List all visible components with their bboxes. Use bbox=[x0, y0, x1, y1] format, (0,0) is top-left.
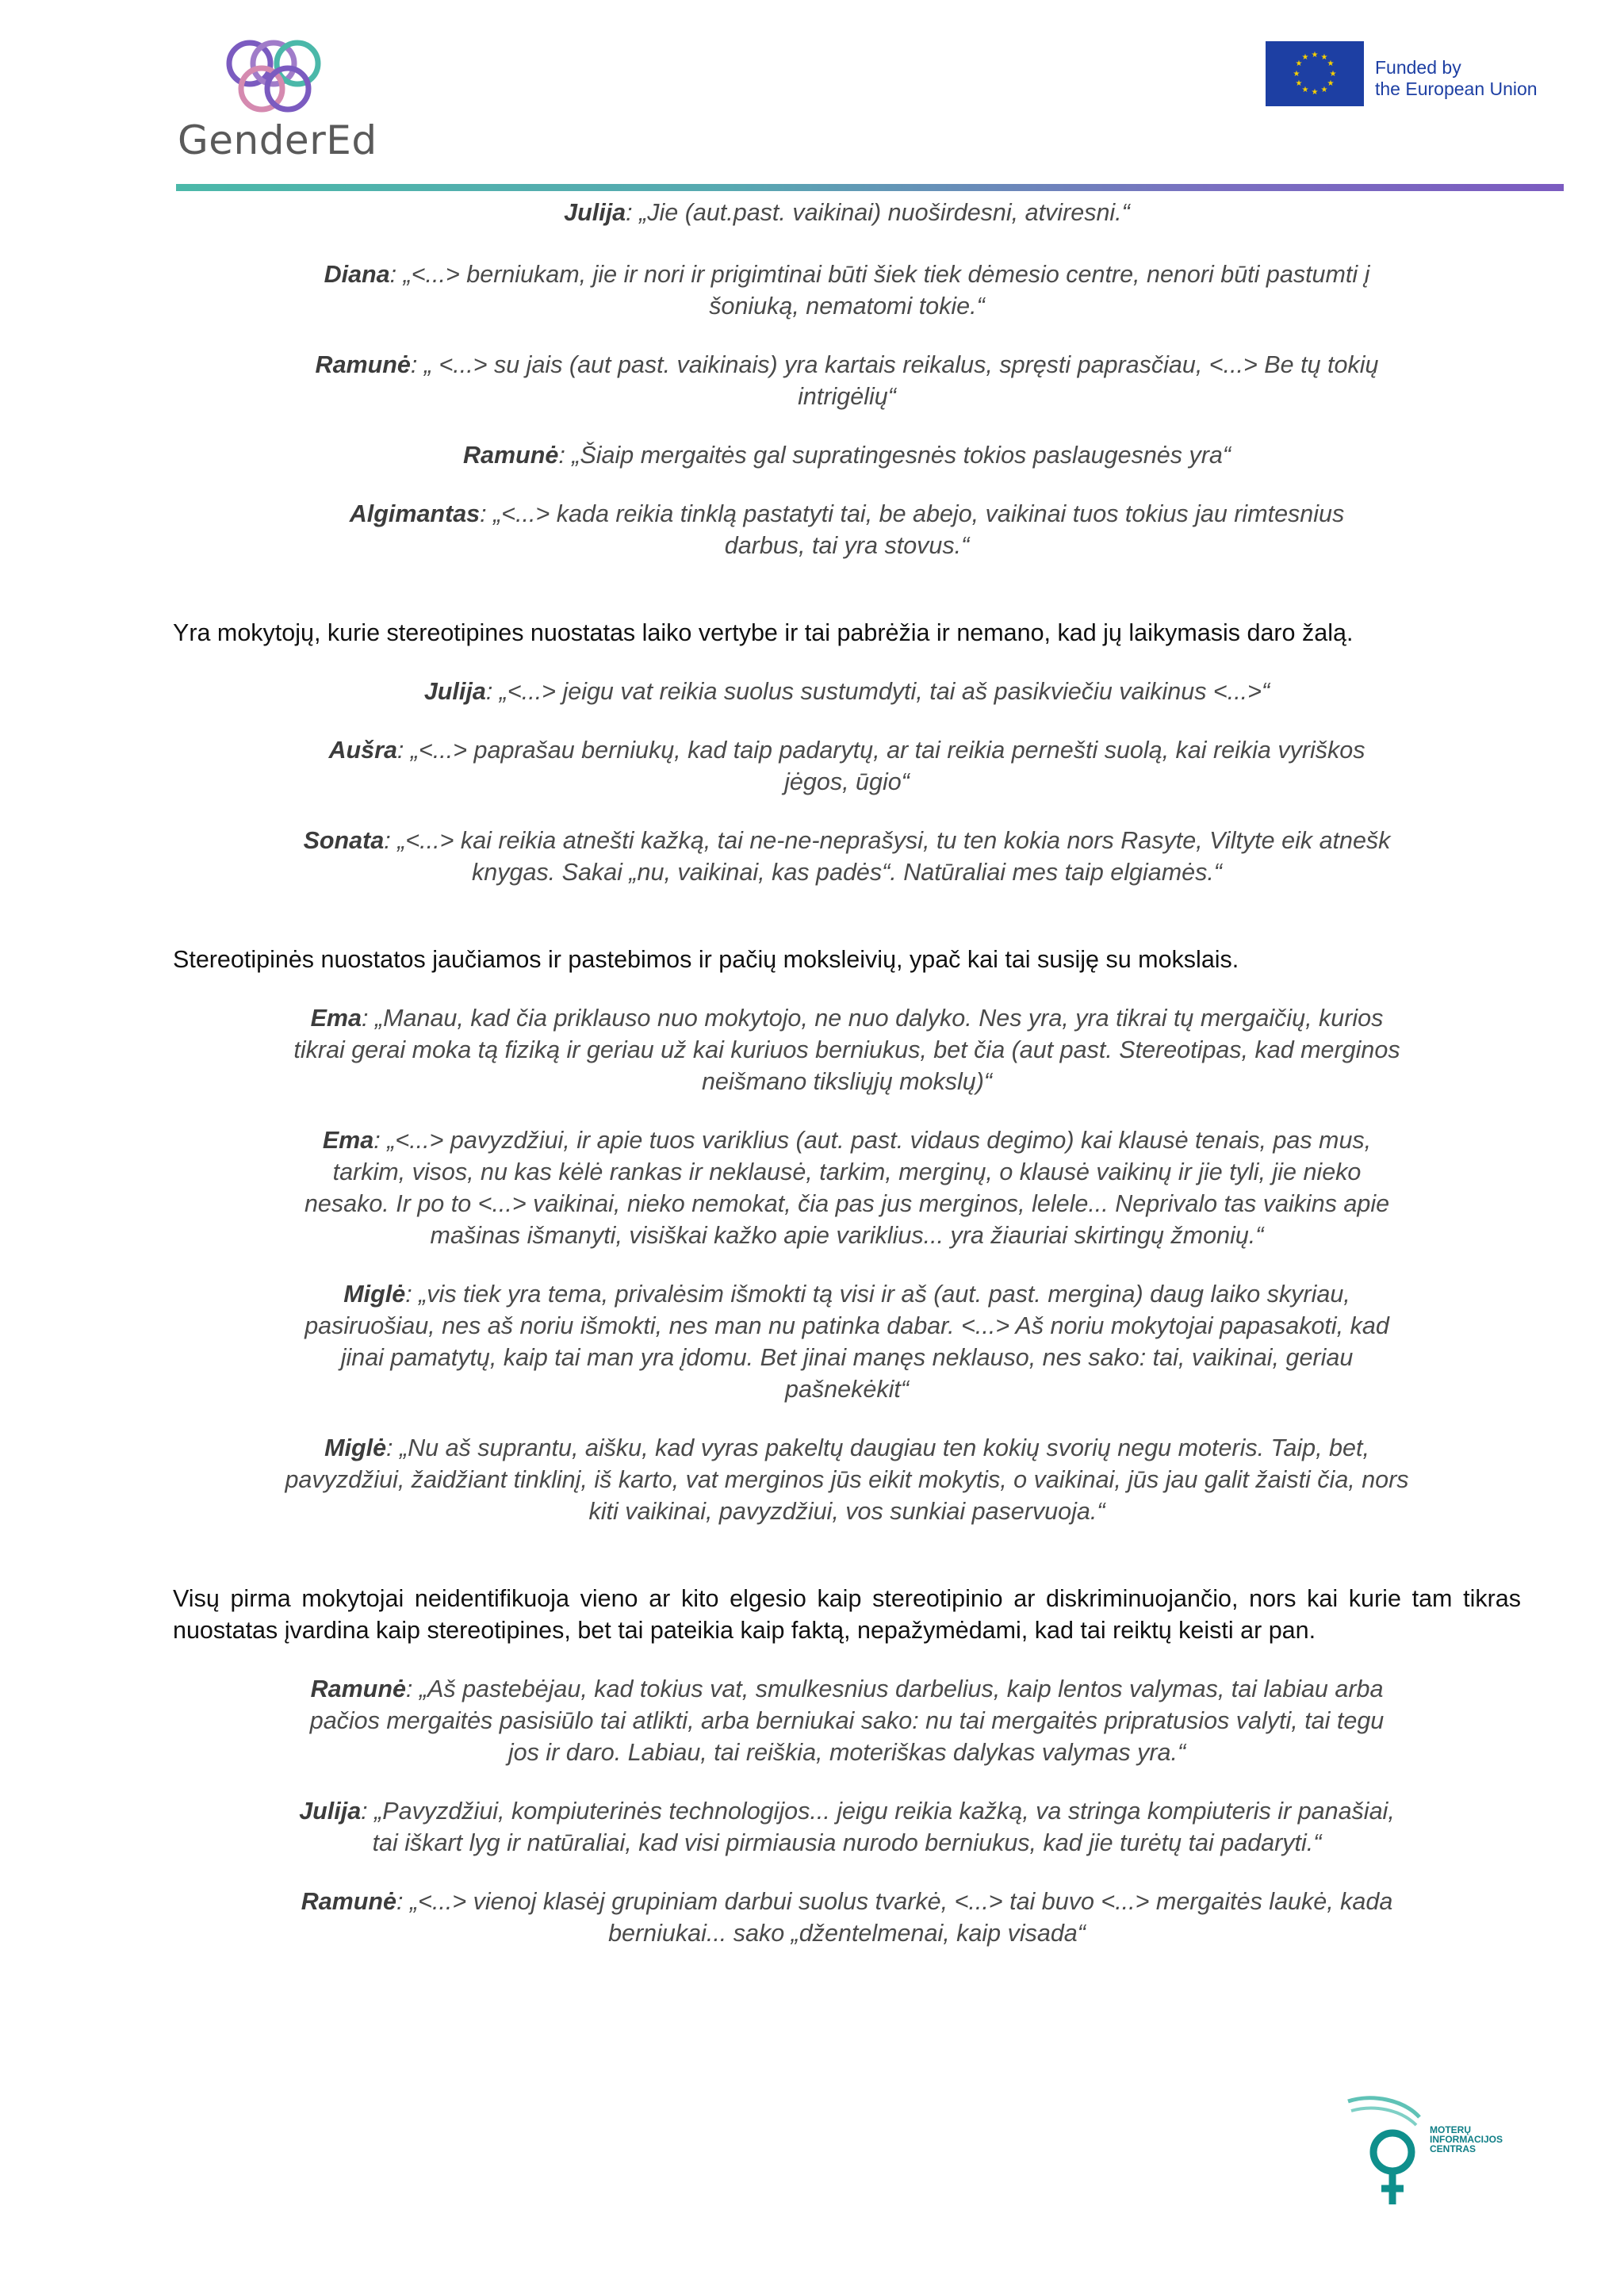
quote-text: : „Aš pastebėjau, kad tokius vat, smulkesnius darbelius, kaip lentos valymas, tai labiau arba pačios mergaitės pasisiūlo tai atlikti, arba berniukai sako: nu tai mergaitės pripratusios valyti, tai tegu jos ir daro. Labiau, tai reiškia, moteriškas dalykas valymas yra.“ bbox=[309, 1676, 1385, 1766]
quote-speaker: Ramunė bbox=[462, 442, 559, 469]
eu-funding-logo bbox=[1266, 41, 1567, 109]
quote-speaker: Julija bbox=[564, 199, 626, 226]
quote-speaker: Miglė bbox=[324, 1434, 387, 1461]
quote bbox=[331, 498, 1362, 561]
female-symbol-icon bbox=[1340, 2093, 1429, 2212]
quote bbox=[284, 349, 1410, 412]
quote-speaker: Ema bbox=[310, 1005, 362, 1032]
svg-text:★: ★ bbox=[1311, 51, 1319, 59]
quote-text: : „ <...> su jais (aut past. vaikinais) yra kartais reikalus, spręsti paprasčiau, <...> Be tų tokių intrigėlių“ bbox=[410, 351, 1379, 410]
eu-flag-icon bbox=[1266, 41, 1364, 106]
quote-text: : „vis tiek yra tema, privalėsim išmokti tą visi ir aš (aut. past. mergina) daug laiko skyriau, pasiruošiau, nes aš noriu išmokti, nes man nu patinka dabar. <...> Aš noriu mokytojai papasakoti, kad jinai pamatytų, kaip tai man yra įdomu. Bet jinai manęs neklauso, nes sako: tai, vaikinai, geriau pašnekėkit“ bbox=[304, 1281, 1389, 1403]
quote-speaker: Julija bbox=[423, 678, 486, 705]
org-name-line2: INFORMACIJOS bbox=[1430, 2134, 1503, 2145]
svg-text:★: ★ bbox=[1329, 70, 1337, 79]
quote-speaker: Miglė bbox=[343, 1281, 406, 1308]
quote bbox=[331, 439, 1362, 471]
svg-text:★: ★ bbox=[1293, 70, 1300, 79]
quote-text: : „<...> berniukam, jie ir nori ir prigimtinai būti šiek tiek dėmesio centre, nenori būti pastumti į šoniuką, nematomi tokie.“ bbox=[389, 261, 1370, 320]
svg-text:★: ★ bbox=[1320, 86, 1328, 94]
svg-text:★: ★ bbox=[1311, 88, 1319, 97]
svg-text:★: ★ bbox=[1327, 79, 1335, 88]
quote bbox=[308, 259, 1386, 322]
quote-speaker: Ramunė bbox=[301, 1888, 397, 1915]
quote-text: : „<...> jeigu vat reikia suolus sustumdyti, tai aš pasikviečiu vaikinus <...>“ bbox=[485, 678, 1270, 705]
quote-speaker: Ema bbox=[322, 1127, 374, 1154]
quote bbox=[292, 1124, 1402, 1251]
quote bbox=[284, 1432, 1410, 1527]
quote-text: : „Pavyzdžiui, kompiuterinės technologijos... jeigu reikia kažką, va stringa kompiuteris ir panašiai, tai iškart lyg ir natūraliai, kad visi pirmiausia nurodo berniukus, kad jie turėtų tai padaryti.“ bbox=[361, 1798, 1395, 1856]
quote-text: : „<...> pavyzdžiui, ir apie tuos variklius (aut. past. vidaus degimo) kai klausė tenais, pas mus, tarkim, visos, nu kas kėlė rankas ir neklausė, tarkim, merginų, o klausė vaikinų ir jie tyli, jie nieko nesako. Ir po to <...> vaikinai, nieko nemokat, čia pas jus merginos, lelele... Neprivalo tas vaikins apie mašinas išmanyti, visiškai kažko apie variklius... yra žiauriai skirtingų žmonių.“ bbox=[304, 1127, 1390, 1249]
quote-speaker: Algimantas bbox=[349, 500, 481, 527]
svg-text:★: ★ bbox=[1327, 59, 1335, 68]
svg-text:★: ★ bbox=[1301, 53, 1309, 62]
quote-text: : „Šiaip mergaitės gal supratingesnės tokios paslaugesnės yra“ bbox=[558, 442, 1231, 469]
quote bbox=[292, 1002, 1402, 1097]
eu-text-line1: Funded by bbox=[1375, 57, 1461, 78]
quote-text: : „<...> vienoj klasėj grupiniam darbui suolus tvarkė, <...> tai buvo <...> mergaitės laukė, kada berniukai... sako „džentelmenai, kaip visada“ bbox=[396, 1888, 1393, 1947]
quote bbox=[308, 734, 1386, 798]
quote-speaker: Sonata bbox=[303, 827, 385, 854]
body-paragraph: Yra mokytojų, kurie stereotipines nuostatas laiko vertybe ir tai pabrėžia ir nemano, kad jų laikymasis daro žalą. bbox=[173, 619, 1354, 646]
quote-text: : „<...> paprašau berniukų, kad taip padarytų, ar tai reikia pernešti suolą, kai reikia vyriškos jėgos, ūgio“ bbox=[396, 737, 1365, 795]
quote-text: : „Manau, kad čia priklauso nuo mokytojo, ne nuo dalyko. Nes yra, yra tikrai tų mergaičių, kurios tikrai gerai moka tą fiziką ir geriau už kai kuriuos berniukus, bet čia (aut past. Stereotipas, kad merginos neišmano tiksliųjų mokslų)“ bbox=[293, 1005, 1400, 1095]
quote bbox=[292, 1886, 1402, 1949]
svg-text:★: ★ bbox=[1320, 53, 1328, 62]
quote-text: : „<...> kada reikia tinklą pastatyti tai, be abejo, vaikinai tuos tokius jau rimtesnius darbus, tai yra stovus.“ bbox=[480, 500, 1345, 559]
svg-text:★: ★ bbox=[1295, 79, 1303, 88]
quote-speaker: Ramunė bbox=[315, 351, 411, 378]
quote bbox=[288, 1278, 1406, 1405]
quote bbox=[300, 676, 1394, 707]
body-paragraph: Stereotipinės nuostatos jaučiamos ir pastebimos ir pačių moksleivių, ypač kai tai susiję su mokslais. bbox=[173, 946, 1239, 973]
header-gradient-rule bbox=[176, 184, 1564, 191]
body-paragraph: Visų pirma mokytojai neidentifikuoja vieno ar kito elgesio kaip stereotipinio ar diskriminuojančio, nors kai kurie tam tikras nuostatas įvardina kaip stereotipines, bet tai pateikia kaip faktą, nepažymėdami, kad tai reiktų keisti ar pan. bbox=[173, 1585, 1521, 1644]
gendered-logo bbox=[174, 32, 381, 167]
moteru-informacijos-centras-logo bbox=[1340, 2093, 1538, 2212]
quote bbox=[371, 197, 1323, 228]
document-body bbox=[173, 197, 1521, 1949]
svg-text:★: ★ bbox=[1301, 86, 1309, 94]
quote-text: : „Jie (aut.past. vaikinai) nuoširdesni, atviresni.“ bbox=[626, 199, 1130, 226]
quote-text: : „<...> kai reikia atnešti kažką, tai ne-ne-neprašysi, tu ten kokia nors Rasyte, Viltyte eik atnešk knygas. Sakai „nu, vaikinai, kas padės“. Natūraliai mes taip elgiamės.“ bbox=[384, 827, 1391, 886]
quote-speaker: Aušra bbox=[328, 737, 397, 764]
eu-text-line2: the European Union bbox=[1375, 79, 1538, 99]
quote bbox=[292, 1673, 1402, 1768]
page-header bbox=[0, 0, 1624, 198]
svg-text:★: ★ bbox=[1295, 59, 1303, 68]
quote bbox=[296, 825, 1398, 888]
org-name-line3: CENTRAS bbox=[1430, 2143, 1477, 2154]
quote bbox=[292, 1795, 1402, 1859]
quote-text: : „Nu aš suprantu, aišku, kad vyras pakeltų daugiau ten kokių svorių negu moteris. Taip, bet, pavyzdžiui, žaidžiant tinklinį, iš karto, vat merginos jūs eikit mokytis, o vaikinai, jūs jau galit žaisti čia, nors kiti vaikinai, pavyzdžiui, vos sunkiai paservuoja.“ bbox=[285, 1434, 1409, 1525]
brand-name: GenderEd bbox=[178, 117, 377, 163]
quote-speaker: Diana bbox=[324, 261, 390, 288]
quote-speaker: Ramunė bbox=[310, 1676, 406, 1702]
org-name-line1: MOTERŲ bbox=[1430, 2124, 1471, 2135]
gendered-rings-icon bbox=[218, 32, 329, 119]
quote-speaker: Julija bbox=[299, 1798, 362, 1825]
